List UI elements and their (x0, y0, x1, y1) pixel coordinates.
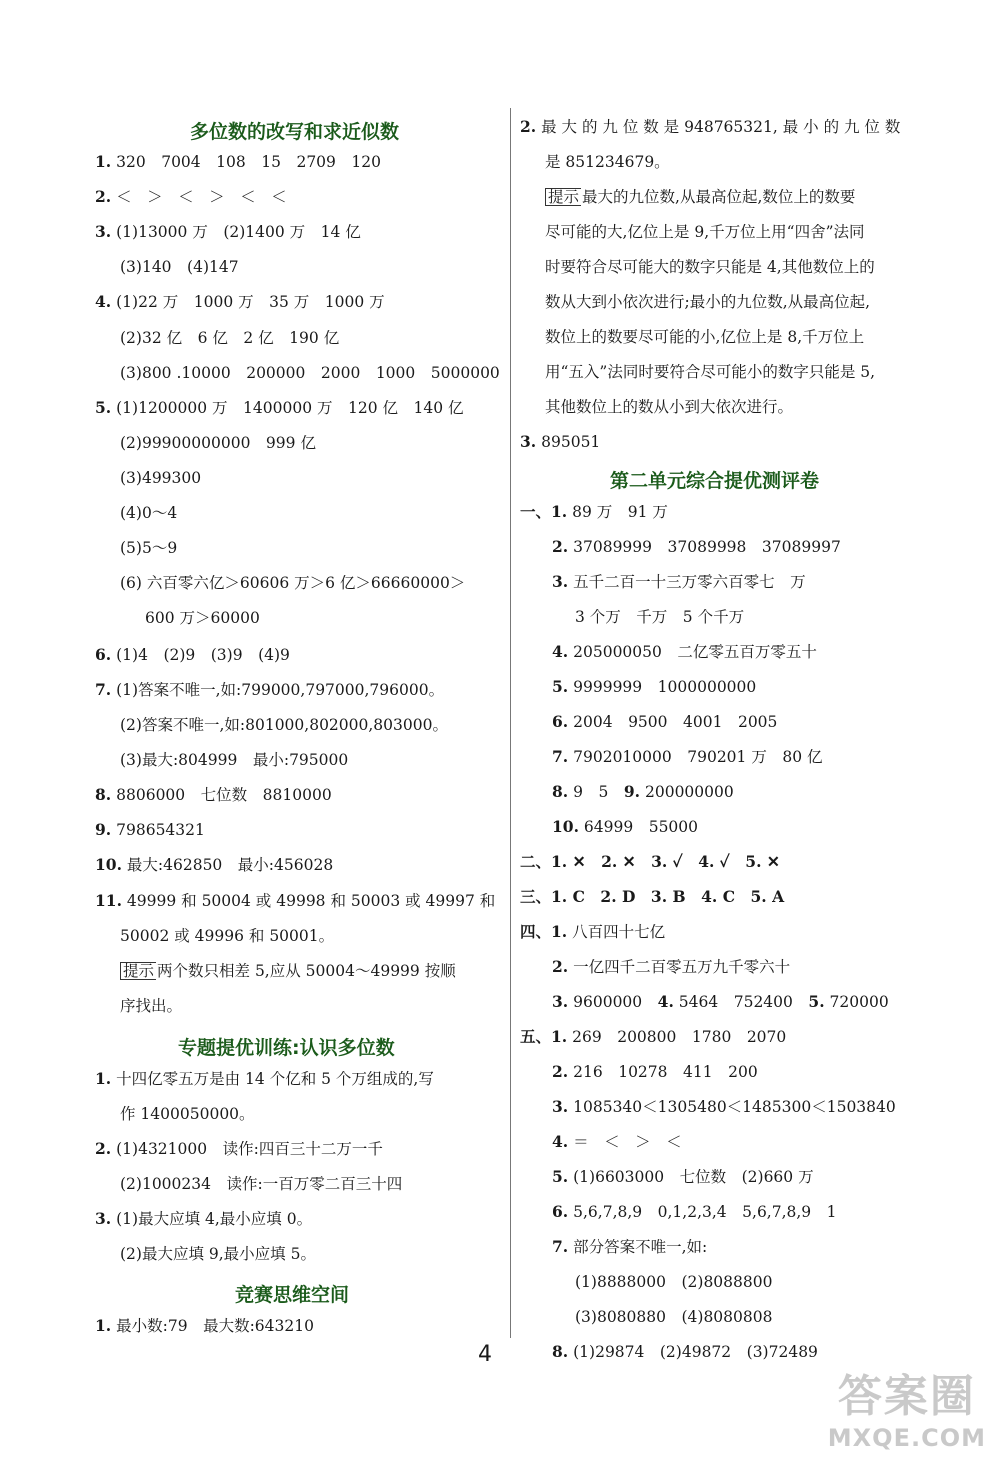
answer-line: (6) 六百零六亿＞60606 万＞6 亿＞66660000＞ (120, 574, 466, 592)
answer-line: 6. (1)4 (2)9 (3)9 (4)9 (95, 645, 290, 664)
answer-line: (2)1000234 读作:一百万零二百三十四 (120, 1175, 403, 1193)
answer-line: 10. 最大:462850 最小:456028 (95, 855, 334, 874)
answer-line: 1. 十四亿零五万是由 14 个亿和 5 个万组成的,写 (95, 1069, 434, 1088)
answer-line: 数从大到小依次进行;最小的九位数,从最高位起, (545, 293, 871, 311)
answer-line: 6. 5,6,7,8,9 0,1,2,3,4 5,6,7,8,9 1 (552, 1202, 837, 1221)
hint-line: 提示 最大的九位数,从最高位起,数位上的数要 (545, 187, 855, 207)
answer-line: (4)0～4 (120, 504, 178, 522)
answer-line: 2. (1)4321000 读作:四百三十二万一千 (95, 1139, 383, 1158)
answer-line: 五、1. 269 200800 1780 2070 (520, 1027, 787, 1046)
answer-line: 一、1. 89 万 91 万 (520, 502, 668, 521)
answer-line: (2)最大应填 9,最小应填 5。 (120, 1245, 316, 1263)
answer-line: 11. 49999 和 50004 或 49998 和 50003 或 49997 和 (95, 891, 496, 910)
answer-line: (1)8888000 (2)8088800 (575, 1273, 773, 1291)
answer-line: 4. 205000050 二亿零五百万零五十 (552, 642, 817, 661)
answer-line: (2)99900000000 999 亿 (120, 434, 316, 452)
answer-line: 4. (1)22 万 1000 万 35 万 1000 万 (95, 292, 385, 311)
section-title: 竞赛思维空间 (235, 1284, 350, 1306)
answer-line: 二、1. ✕ 2. ✕ 3. ✓ 4. ✓ 5. ✕ (520, 852, 780, 871)
answer-line: 作 1400050000。 (120, 1105, 255, 1123)
answer-line: 4. ＝ ＜ ＞ ＜ (552, 1132, 682, 1151)
answer-line: 8. 9 5 9. 200000000 (552, 782, 734, 801)
answer-line: 1. 320 7004 108 15 2709 120 (95, 152, 381, 171)
answer-line: 3. 五千二百一十三万零六百零七 万 (552, 572, 806, 591)
answer-line: 时要符合尽可能大的数字只能是 4,其他数位上的 (545, 258, 875, 276)
answer-line: 是 851234679。 (545, 153, 670, 171)
column-divider (510, 108, 511, 1338)
answer-line: (3)140 (4)147 (120, 258, 239, 276)
answer-line: 2. 一亿四千二百零五万九千零六十 (552, 957, 791, 976)
answer-line: 用“五入”法同时要符合尽可能小的数字只能是 5, (545, 363, 876, 381)
answer-line: (2)32 亿 6 亿 2 亿 190 亿 (120, 329, 340, 347)
watermark-logo: 答案圈 MXQE.COM (827, 1371, 986, 1452)
answer-line: 数位上的数要尽可能的小,亿位上是 8,千万位上 (545, 328, 865, 346)
answer-line: 2. 最 大 的 九 位 数 是 948765321, 最 小 的 九 位 数 (520, 117, 901, 136)
answer-line: 600 万＞60000 (145, 609, 260, 627)
answer-line: (3)800 .10000 200000 2000 1000 5000000 (120, 364, 500, 382)
answer-line: 9. 798654321 (95, 820, 205, 839)
answer-line: (3)最大:804999 最小:795000 (120, 751, 349, 769)
hint-line: 提示 两个数只相差 5,应从 50004～49999 按顺 (120, 961, 456, 981)
section-title: 多位数的改写和求近似数 (190, 121, 400, 143)
section-title: 第二单元综合提优测评卷 (610, 470, 820, 492)
page-number: 4 (478, 1342, 492, 1367)
answer-line: 10. 64999 55000 (552, 817, 699, 836)
answer-line: 2. 37089999 37089998 37089997 (552, 537, 841, 556)
answer-line: (3)8080880 (4)8080808 (575, 1308, 773, 1326)
answer-line: 四、1. 八百四十七亿 (520, 922, 666, 941)
answer-line: 5. (1)6603000 七位数 (2)660 万 (552, 1167, 814, 1186)
answer-line: 3. 895051 (520, 432, 601, 451)
answer-line: 3. (1)最大应填 4,最小应填 0。 (95, 1209, 313, 1228)
answer-line: 50002 或 49996 和 50001。 (120, 927, 335, 945)
answer-line: 三、1. C 2. D 3. B 4. C 5. A (520, 887, 785, 906)
answer-line: (2)答案不唯一,如:801000,802000,803000。 (120, 716, 448, 734)
answer-line: 8. 8806000 七位数 8810000 (95, 785, 332, 804)
answer-line: 7. 部分答案不唯一,如: (552, 1237, 708, 1256)
answer-line: 2. ＜ ＞ ＜ ＞ ＜ ＜ (95, 187, 287, 206)
answer-line: 1. 最小数:79 最大数:643210 (95, 1316, 314, 1335)
answer-line: 序找出。 (120, 997, 183, 1015)
answer-line: 其他数位上的数从小到大依次进行。 (545, 398, 794, 416)
answer-line: (5)5～9 (120, 539, 178, 557)
section-title: 专题提优训练:认识多位数 (178, 1037, 395, 1059)
answer-line: 5. (1)1200000 万 1400000 万 120 亿 140 亿 (95, 398, 464, 417)
answer-line: 3 个万 千万 5 个千万 (575, 608, 745, 626)
answer-line: 3. (1)13000 万 (2)1400 万 14 亿 (95, 222, 361, 241)
answer-line: 3. 1085340＜1305480＜1485300＜1503840 (552, 1097, 896, 1116)
answer-line: 尽可能的大,亿位上是 9,千万位上用“四舍”法同 (545, 223, 865, 241)
answer-line: 7. (1)答案不唯一,如:799000,797000,796000。 (95, 680, 445, 699)
answer-line: (3)499300 (120, 469, 202, 487)
answer-line: 6. 2004 9500 4001 2005 (552, 712, 778, 731)
hint-label: 提示 (545, 188, 581, 206)
answer-line: 8. (1)29874 (2)49872 (3)72489 (552, 1342, 818, 1361)
answer-line: 2. 216 10278 411 200 (552, 1062, 758, 1081)
hint-label: 提示 (120, 962, 156, 980)
answer-line: 3. 9600000 4. 5464 752400 5. 720000 (552, 992, 889, 1011)
answer-line: 5. 9999999 1000000000 (552, 677, 757, 696)
answer-line: 7. 7902010000 790201 万 80 亿 (552, 747, 823, 766)
